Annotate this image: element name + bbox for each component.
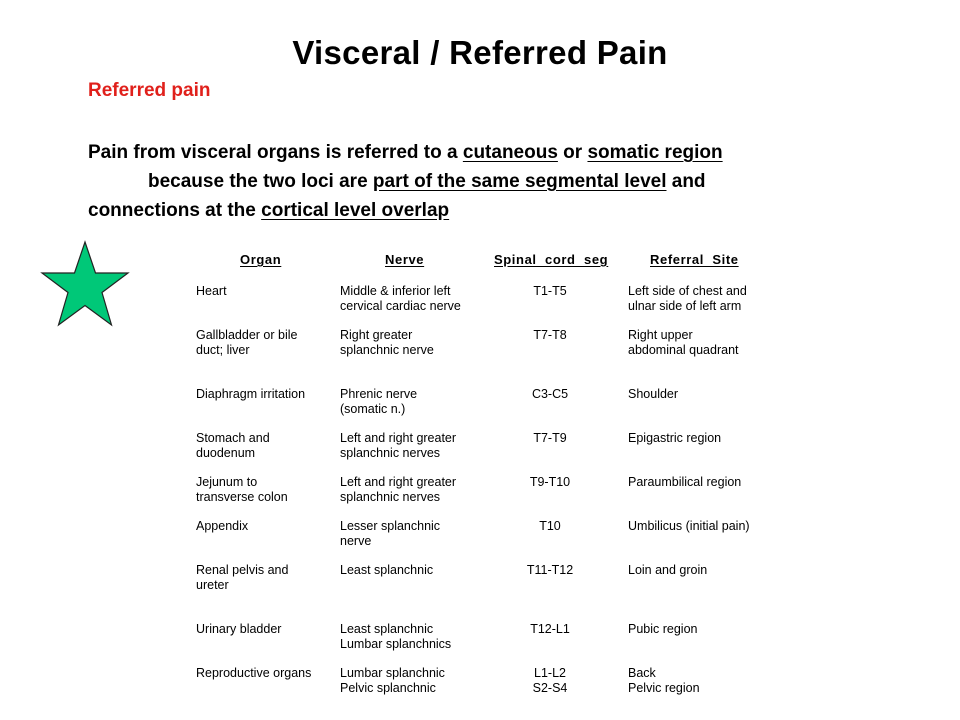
table-cell-seg: T1-T5 xyxy=(533,284,567,298)
slide-subtitle: Referred pain xyxy=(88,80,211,101)
table-cell-nerve: Phrenic nerve (somatic n.) xyxy=(340,387,418,416)
table-cell-seg: T9-T10 xyxy=(529,475,571,489)
table-cell-site: Epigastric region xyxy=(628,431,722,445)
paragraph-text: and xyxy=(666,171,706,192)
table-cell-site: Umbilicus (initial pain) xyxy=(628,519,750,533)
table-cell-organ: Stomach and duodenum xyxy=(196,431,270,460)
explanation-paragraph xyxy=(88,138,898,225)
table-cell-nerve: Left and right greater splanchnic nerves xyxy=(340,431,457,460)
table-cell-organ: Appendix xyxy=(196,519,249,533)
table-cell-site: Shoulder xyxy=(628,387,679,401)
underlined-term-cortical-overlap: cortical level overlap xyxy=(261,200,450,221)
table-cell-seg: C3-C5 xyxy=(531,387,569,401)
table-cell-organ: Heart xyxy=(196,284,227,298)
paragraph-text: because the two loci are xyxy=(148,171,373,192)
table-header-referral-site: Referral Site xyxy=(650,252,739,267)
underlined-term-cutaneous: cutaneous xyxy=(462,142,558,163)
table-header-nerve: Nerve xyxy=(385,252,425,267)
star-icon xyxy=(40,240,130,328)
paragraph-text: Pain from visceral organs is referred to a xyxy=(88,142,463,163)
table-cell-site: Loin and groin xyxy=(628,563,708,577)
table-cell-nerve: Lumbar splanchnic Pelvic splanchnic xyxy=(340,666,445,695)
underlined-term-segmental-level: part of the same segmental level xyxy=(372,171,667,192)
paragraph-line-2 xyxy=(88,167,898,196)
table-cell-nerve: Right greater splanchnic nerve xyxy=(340,328,434,357)
table-cell-organ: Reproductive organs xyxy=(196,666,312,680)
star-shape xyxy=(42,242,128,325)
table-cell-seg: T7-T9 xyxy=(533,431,567,445)
table-cell-nerve: Lesser splanchnic nerve xyxy=(340,519,441,548)
table-cell-organ: Urinary bladder xyxy=(196,622,282,636)
paragraph-line-1 xyxy=(88,138,898,167)
table-cell-organ: Gallbladder or bile duct; liver xyxy=(196,328,298,357)
paragraph-text: connections at the xyxy=(88,200,262,221)
slide-title: Visceral / Referred Pain xyxy=(292,34,668,71)
table-cell-organ: Jejunum to transverse colon xyxy=(196,475,288,504)
table-cell-site: Back Pelvic region xyxy=(628,666,700,695)
table-cell-seg: L1-L2 S2-S4 xyxy=(532,666,568,695)
table-cell-nerve: Middle & inferior left cervical cardiac nerve xyxy=(340,284,461,313)
table-cell-nerve: Left and right greater splanchnic nerves xyxy=(340,475,457,504)
table-cell-nerve: Least splanchnic xyxy=(340,563,434,577)
table-cell-seg: T10 xyxy=(539,519,561,533)
table-cell-seg: T12-L1 xyxy=(530,622,570,636)
table-cell-seg: T7-T8 xyxy=(533,328,567,342)
table-cell-site: Paraumbilical region xyxy=(628,475,742,489)
paragraph-text: or xyxy=(557,142,588,163)
table-cell-organ: Renal pelvis and ureter xyxy=(196,563,289,592)
table-cell-organ: Diaphragm irritation xyxy=(196,387,306,401)
underlined-term-somatic-region: somatic region xyxy=(587,142,723,163)
table-cell-site: Left side of chest and ulnar side of left arm xyxy=(628,284,747,313)
table-cell-site: Right upper abdominal quadrant xyxy=(628,328,739,357)
table-cell-site: Pubic region xyxy=(628,622,698,636)
paragraph-line-3 xyxy=(88,196,898,225)
table-cell-nerve: Least splanchnic Lumbar splanchnics xyxy=(340,622,452,651)
table-cell-seg: T11-T12 xyxy=(526,563,574,577)
table-header-spinal-cord-seg: Spinal cord seg xyxy=(494,252,609,267)
table-header-organ: Organ xyxy=(240,252,282,267)
